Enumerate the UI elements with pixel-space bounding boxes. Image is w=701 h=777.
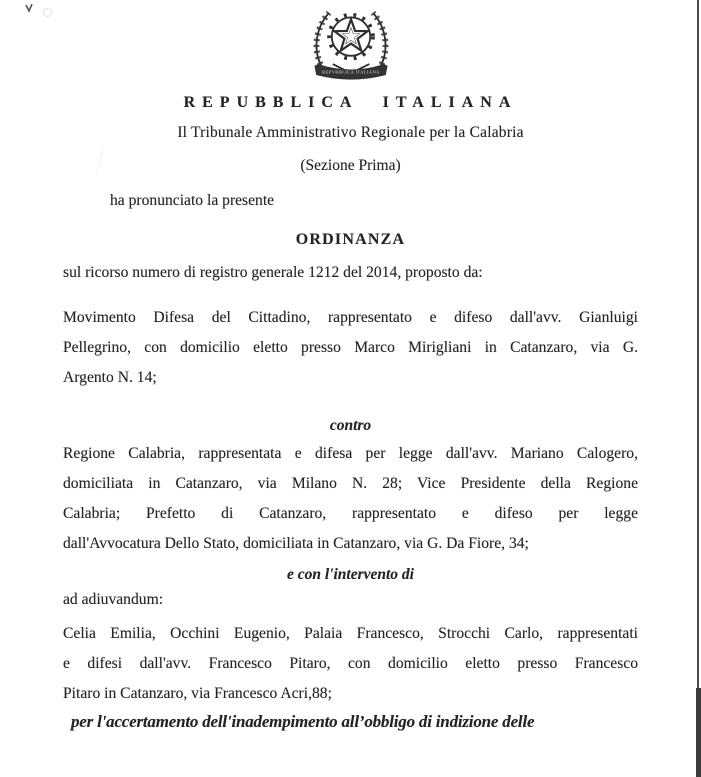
text-line: dall'Avvocatura Dello Stato, domiciliata in Catanzaro, via G. Da Fiore, 34; <box>63 535 529 552</box>
section-heading: (Sezione Prima) <box>300 157 401 174</box>
text-line: Pellegrino, con domicilio eletto presso Marco Mirigliani in Catanzaro, via G. <box>63 339 638 356</box>
interveners-paragraph <box>63 619 638 709</box>
scan-border-artifact <box>696 688 701 777</box>
applicant-paragraph <box>63 303 638 393</box>
text-line: Regione Calabria, rappresentata e difesa per legge dall'avv. Mariano Calogero, <box>63 445 638 462</box>
ricorso-line: sul ricorso numero di registro generale 1212 del 2014, proposto da: <box>63 264 483 281</box>
court-heading: Il Tribunale Amministrativo Regionale per la Calabria <box>177 124 524 141</box>
emblem-banner-text: REPVBBLICA ITALIANA <box>321 69 380 75</box>
order-title: ORDINANZA <box>295 231 406 248</box>
text-line: Calabria; Prefetto di Catanzaro, rappresentato e difeso per legge <box>63 505 638 522</box>
text-line: domiciliata in Catanzaro, via Milano N. 28; Vice Presidente della Regione <box>63 475 638 492</box>
scan-speck <box>43 8 52 17</box>
italian-republic-emblem-icon <box>63 0 638 86</box>
scan-speck <box>25 0 35 18</box>
republic-heading: REPUBBLICA ITALIANA <box>183 94 518 111</box>
text-line: e difesi dall'avv. Francesco Pitaro, con domicilio eletto presso Francesco <box>63 655 638 672</box>
text-line: Movimento Difesa del Cittadino, rappresentato e difeso dall'avv. Gianluigi <box>63 309 638 326</box>
text-line: Argento N. 14; <box>63 369 157 386</box>
document-content <box>63 0 638 732</box>
contro-heading: contro <box>329 417 372 434</box>
scan-border-artifact <box>697 0 699 688</box>
text-line: Pitaro in Catanzaro, via Francesco Acri,88; <box>63 685 332 702</box>
respondent-paragraph <box>63 439 638 559</box>
text-line: Celia Emilia, Occhini Eugenio, Palaia Francesco, Strocchi Carlo, rappresentati <box>63 625 638 642</box>
petition-object-line: per l'accertamento dell'inadempimento all’obbligo di indizione delle <box>71 712 535 731</box>
adiuvandum-line: ad adiuvandum: <box>63 591 164 608</box>
pronounce-line: ha pronunciato la presente <box>110 192 275 209</box>
intervento-heading: e con l'intervento di <box>286 566 414 583</box>
